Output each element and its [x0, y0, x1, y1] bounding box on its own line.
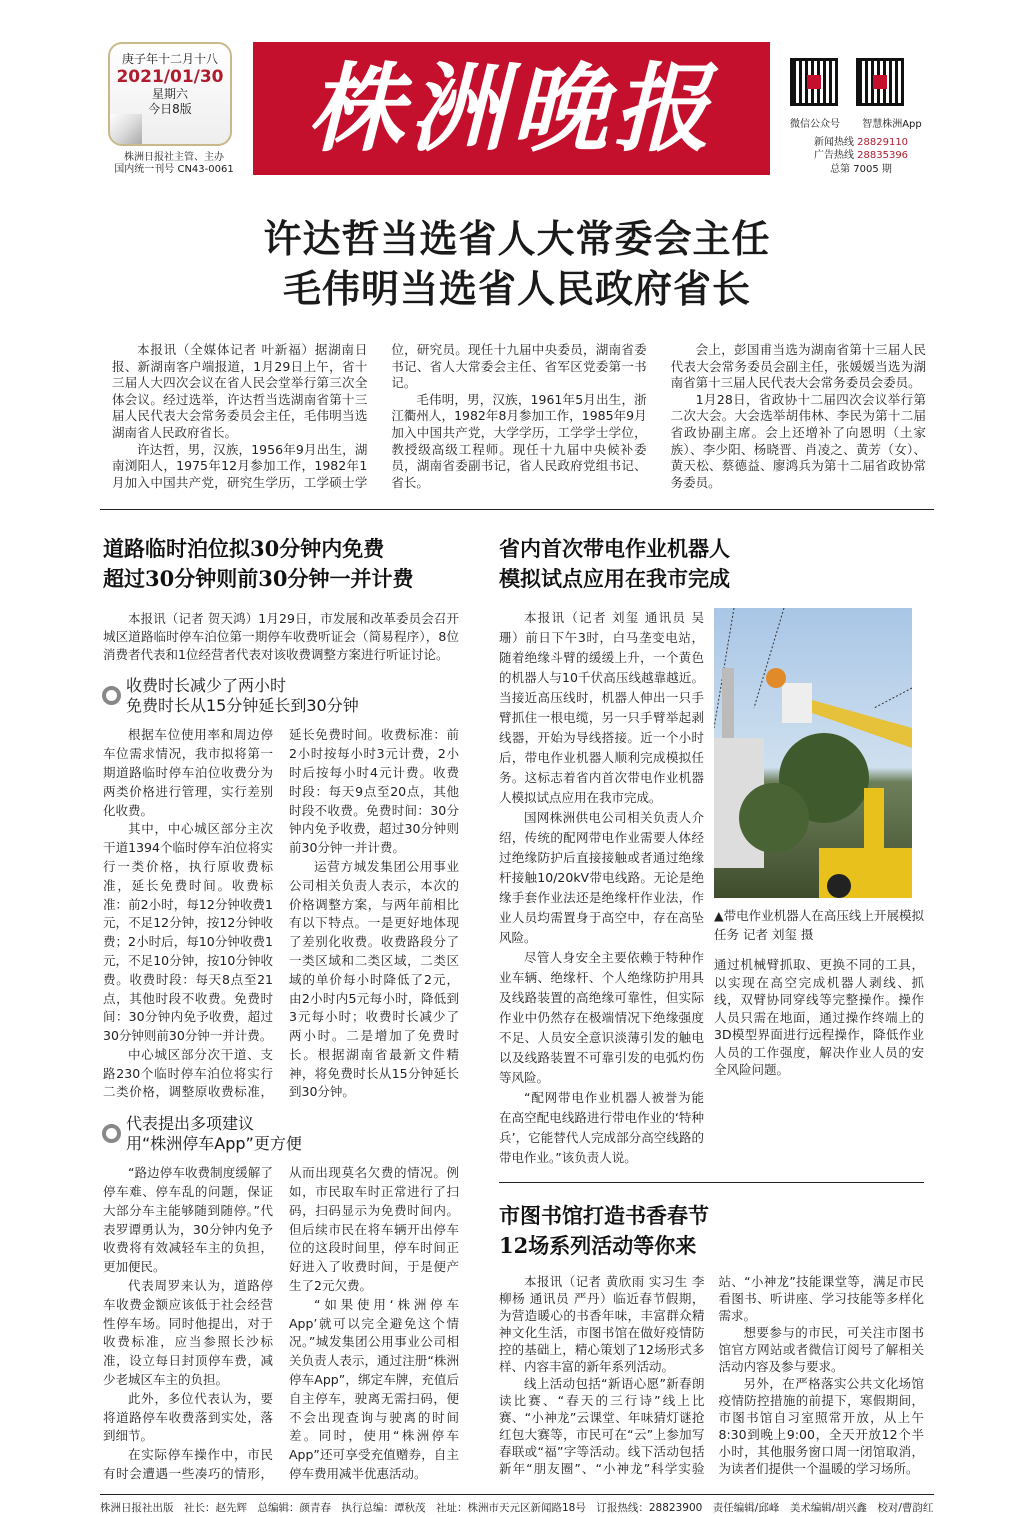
library-headline [499, 1201, 924, 1261]
lead-headline-1: 许达哲当选省人大常委会主任 [263, 217, 771, 261]
divider [499, 1182, 924, 1183]
robot-headline-1: 省内首次带电作业机器人 [499, 536, 730, 562]
app-qr-code-icon[interactable] [856, 58, 904, 106]
paragraph: 此外，多位代表认为，要将道路停车收费落到实处，落到细节。 [103, 1390, 273, 1444]
paragraph: 本报讯（记者 刘玺 通讯员 吴珊）前日下午3时，白马垄变电站，随着绝缘斗臂的缓缓上升，一个黄色的机器人与10千伏高压线越靠越近。当接近高压线时，机器人伸出一只手臂抓住一根电缆，另一只手臂举起剥线器，开始为导线搭接。近一个小时后，带电作业机器人顺利完成模拟任务。这标志着省内首次带电作业机器人模拟试点应用在我市完成。 [499, 610, 704, 806]
issn: 国内统一刊号 CN43-0061 [114, 164, 234, 175]
lower-section [100, 534, 934, 1483]
parking-article [103, 534, 459, 1483]
paragraph: 根据车位使用率和周边停车位需求情况，我市拟将第一期道路临时停车泊位收费分为两类价格进行管理，实行差别化收费。 [103, 727, 273, 818]
lunar-date: 庚子年十二月十八 [121, 52, 218, 66]
paragraph: 在实际停车操作中，市民有时会遭遇一些凑巧的情形，从而出现莫名欠费的情况。例如，市民取车时正常进行了扫码，扫码显示为免费时间内。但后续市民在将车辆开出停车位的这段时间里，停车时间正好进入了收费时间，于是便产生了2元欠费。 [103, 1165, 459, 1482]
parking-headline-2: 超过30分钟则前30分钟一并计费 [103, 566, 414, 592]
page-count: 今日8版 [148, 102, 192, 116]
bullet-ring-icon [102, 1124, 121, 1143]
paragraph: 会上，彭国甫当选为湖南省第十三届人民代表大会常务委员会副主任，张媛媛当选为湖南省第十三届人民代表大会常务委员会委员。 [670, 342, 926, 391]
robot-photo-column [714, 608, 924, 1079]
paragraph: 中心城区部分次干道、支路230个临时停车泊位将实行二类价格，调整原收费标准，延长免费时间。收费标准：前2小时按每小时3元计费，2小时后按每小时4元计费。收费时段：每天9点至20点，其他时段不收费。免费时间：30分钟内免予收费，超过30分钟则前30分钟一并计费。 [103, 727, 459, 1100]
paragraph: “路边停车收费制度缓解了停车难、停车乱的问题，保证大部分车主能够随到随停。”代表罗谭勇认为，30分钟内免予收费将有效减轻车主的负担，更加便民。 [103, 1165, 273, 1275]
parking-subhead-2 [100, 1114, 459, 1154]
news-hotline-number: 28829110 [857, 137, 909, 148]
paragraph: 本报讯（全媒体记者 叶新福）据湖南日报、新湖南客户端报道，1月29日上午，省十三届人大四次会议在省人民会堂举行第三次全体会议。经过选举，许达哲当选湖南省第十三届人民代表大会常务委员会主任，毛伟明当选湖南省人民政府省长。 [112, 342, 368, 440]
paragraph: 毛伟明，男，汉族，1961年5月出生，浙江衢州人，1982年8月参加工作，1985年9月加入中国共产党，大学学历，工学学士学位，教授级高级工程师。现任十九届中央候补委员，湖南省委副书记，省人民政府党组书记、省长。 [391, 391, 647, 490]
footer-credits: 株洲日报社出版 社长：赵先辉 总编辑：颜青春 执行总编：谭秋茂 社址：株洲市天元区新闻路18号 订报热线：28823900 责任编辑/邱峰 美术编辑/胡兴鑫 校对/曹韵红 [100, 1501, 934, 1514]
issue-date: 2021/01/30 [116, 67, 224, 87]
paragraph: 通过机械臂抓取、更换不同的工具，以实现在高空完成机器人剥线、抓线，双臂协同穿线等完整操作。操作人员只需在地面，通过操作终端上的3D模型界面进行远程操作，降低作业人员的工作强度，解决作业人员的安全风险问题。 [714, 957, 924, 1078]
page-content [100, 214, 934, 1515]
robot-article-body [499, 608, 704, 1168]
wechat-label: 微信公众号 [790, 119, 840, 130]
parking-headline [103, 534, 459, 594]
lead-headline-2: 毛伟明当选省人民政府省长 [282, 267, 751, 311]
newspaper-logo: 株洲晚报 [253, 42, 770, 175]
paragraph: “配网带电作业机器人被誉为能在高空配电线路进行带电作业的‘特种兵’，它能替代人完成部分高空线路的带电作业。”该负责人说。 [499, 1090, 704, 1166]
photo-illustration [714, 608, 912, 898]
library-article-body [499, 1273, 924, 1477]
paragraph: 许达哲，男，汉族，1956年9月出生，湖南浏阳人，1975年12月参加工作，1982年1月加入中国共产党，研究生学历，工学硕士学位，研究员。现任十九届中央委员，湖南省委书记、省人大常委会主任、省军区党委第一书记。 [112, 342, 647, 490]
paragraph: 国网株洲供电公司相关负责人介绍，传统的配网带电作业需要人体经过绝缘防护后直接接触或者通过绝缘杆接触10/20kV带电线路。无论是绝缘手套作业法还是绝缘杆作业法，作业人员均需置身于高空中，存在高坠风险。 [499, 810, 704, 946]
paragraph: 其中，中心城区部分主次干道1394个临时停车泊位将实行一类价格，执行原收费标准，延长免费时间。收费标准：前2小时，每12分钟收费1元，不足12分钟，按12分钟收费；2小时后，每10分钟收费1元，不足10分钟，按10分钟收费。收费时段：每天8点至21点，其他时段不收费。免费时间：30分钟内免予收费，超过30分钟则前30分钟一并计费。 [103, 821, 273, 1044]
ad-hotline-number: 28835396 [857, 150, 909, 161]
parking-section-1 [103, 726, 459, 1102]
parking-subhead-1 [100, 676, 459, 716]
robot-headline [499, 534, 924, 594]
paragraph: 想要参与的市民，可关注市图书馆官方网站或者微信订阅号了解相关活动内容及参与要求。 [718, 1325, 924, 1375]
news-hotline-label: 新闻热线 [813, 137, 854, 148]
subhead-line: 用“株洲停车App”更方便 [126, 1134, 302, 1154]
photo-caption: ▲带电作业机器人在高压线上开展模拟任务 记者 刘玺 摄 [714, 908, 924, 943]
paragraph: 1月28日，省政协十二届四次会议举行第二次大会。大会选举胡伟林、李民为第十二届省政协副主席。会上还增补了向恩明（土家族）、李少阳、杨晓晋、肖凌之、黄芳（女）、黄天松、蔡德益、廖鸿兵为第十二届省政协常务委员。 [670, 391, 926, 490]
subhead-line: 免费时长从15分钟延长到30分钟 [126, 696, 359, 716]
ad-hotline-label: 广告热线 [813, 150, 854, 161]
robot-continuation [714, 956, 924, 1079]
weekday: 星期六 [151, 87, 188, 101]
robot-photo [714, 608, 912, 898]
divider [100, 509, 934, 510]
library-headline-1: 市图书馆打造书香春节 [499, 1203, 709, 1229]
publisher-line: 株洲日报社主管、主办 [124, 152, 224, 163]
news-hotline [796, 136, 926, 149]
library-headline-2: 12场系列活动等你来 [499, 1233, 697, 1259]
parking-intro [103, 610, 459, 664]
right-column [499, 534, 924, 1477]
issue-number: 总第 7005 期 [830, 164, 892, 175]
bullet-ring-icon [102, 686, 121, 705]
robot-headline-2: 模拟试点应用在我市完成 [499, 566, 730, 592]
ad-hotline [796, 149, 926, 162]
parking-section-2 [103, 1164, 459, 1484]
app-label: 智慧株洲App [862, 119, 922, 130]
paragraph: 尽管人身安全主要依赖于特种作业车辆、绝缘杆、个人绝缘防护用具及线路装置的高绝缘可靠性，但实际作业中仍然存在极端情况下绝缘强度不足、人员安全意识淡薄引发的触电以及线路装置不可靠引发的电弧灼伤等风险。 [499, 950, 704, 1086]
date-box [108, 42, 232, 146]
page-curl-icon [110, 114, 142, 144]
paragraph: 代表周罗来认为，道路停车收费金额应该低于社会经营性停车场。同时他提出，对于收费标准，应当参照长沙标准，设立每日封顶停车费，减少老城区车主的负担。 [103, 1278, 273, 1388]
subhead-line: 代表提出多项建议 [126, 1114, 255, 1134]
publisher-info [104, 152, 244, 176]
paragraph: 另外，在严格落实公共文化场馆疫情防控措施的前提下，寒假期间，市图书馆自习室照常开放，从上午8:30到晚上9:00，全天开放12个半小时，其他服务窗口周一闭馆取消，为读者们提供一个温暖的学习场所。 [718, 1376, 924, 1477]
subhead-line: 收费时长减少了两小时 [126, 676, 287, 696]
robot-article [499, 608, 924, 1168]
paragraph: 线上活动包括“新语心愿”新春朗读比赛、“春天的三行诗”线上比赛、“小神龙”云课堂、年味猜灯谜抢红包大赛等，市民可在“云”上参加写春联或“福”字等活动。线下活动包括新年“朋友圈”、“小神龙”科学实验站、“小神龙”技能课堂等，满足市民看图书、听讲座、学习技能等多样化需求。 [499, 1274, 924, 1477]
footer-rule [100, 1494, 934, 1495]
paragraph: 本报讯（记者 贺天鸿）1月29日，市发展和改革委员会召开城区道路临时停车泊位第一期停车收费听证会（简易程序），8位消费者代表和1位经营者代表对该收费调整方案进行听证讨论。 [103, 611, 459, 663]
parking-headline-1: 道路临时泊位拟30分钟内免费 [103, 536, 385, 562]
paragraph: “如果使用‘株洲停车App’就可以完全避免这个情况。”城发集团公用事业公司相关负责人表示，通过注册“株洲停车App”，绑定车牌，充值后自主停车，驶离无需扫码，便不会出现查询与驶离的时间差。同时，使用“株洲停车App”还可享受充值赠券，自主停车费用减半优惠活动。 [289, 1296, 459, 1482]
paragraph: 运营方城发集团公用事业公司相关负责人表示，本次的价格调整方案，与两年前相比有以下特点。一是更好地体现了差别化收费。收费路段分了一类区域和二类区域，二类区域的单价每小时降低了2元，由2小时内5元每小时，降低到3元每小时；收费时长减少了两小时。二是增加了免费时长。根据湖南省最新文件精神，将免费时长从15分钟延长到30分钟。 [289, 858, 459, 1100]
paragraph: 本报讯（记者 黄欣雨 实习生 李柳杨 通讯员 严丹）临近春节假期，为营造暖心的书香年味，丰富群众精神文化生活，市图书馆在做好疫情防控的基础上，精心策划了12场形式多样、内容丰富的新年系列活动。 [499, 1274, 705, 1375]
lead-article-body [112, 342, 926, 491]
wechat-qr-code-icon[interactable] [790, 58, 838, 106]
